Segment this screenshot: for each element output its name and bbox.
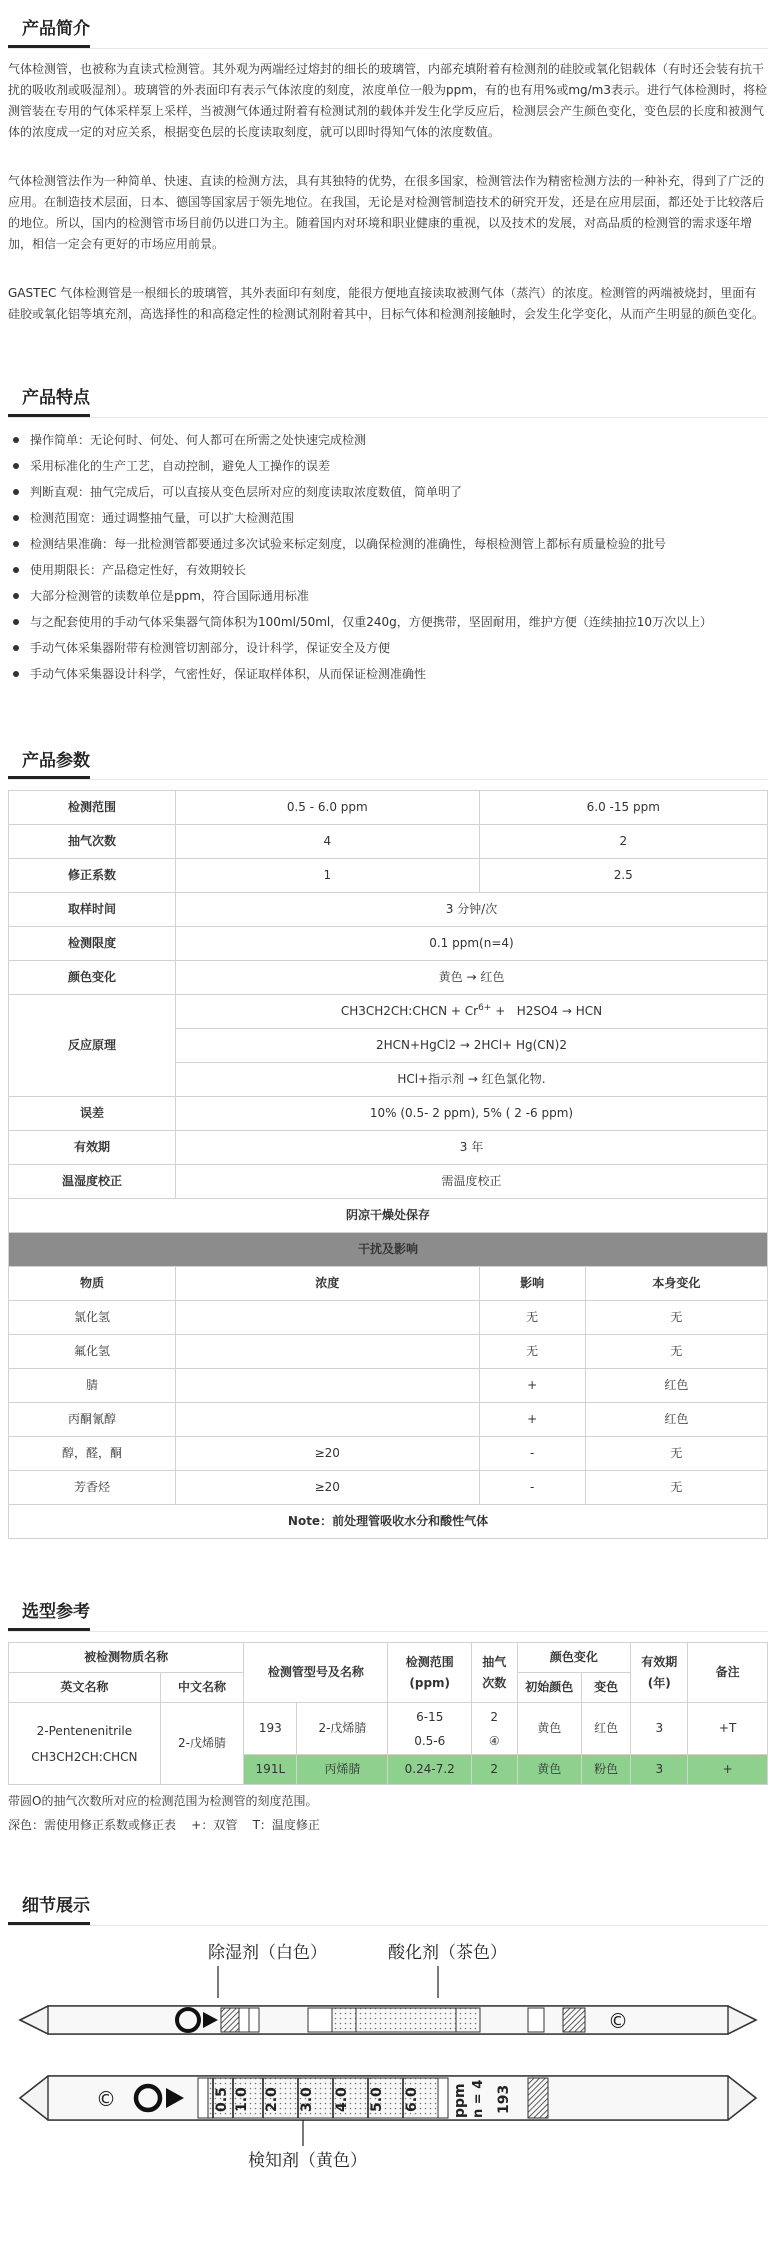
color-value: 黄色 → 红色 [175, 961, 767, 995]
temp-value: 需温度校正 [175, 1165, 767, 1199]
table-row [9, 1131, 768, 1165]
intro-title: 产品简介 [8, 18, 90, 48]
copyright-mark: © [96, 2086, 116, 2111]
range-cell: 0.24-7.2 [388, 1755, 471, 1785]
interference-cell: 无 [479, 1335, 585, 1369]
interference-cell: 醇，醛，酮 [9, 1437, 176, 1471]
gas-name-header: 被检测物质名称 [9, 1643, 244, 1673]
interference-cell: - [479, 1437, 585, 1471]
error-value: 10% (0.5- 2 ppm), 5% ( 2 -6 ppm) [175, 1097, 767, 1131]
interference-cell: 腈 [9, 1369, 176, 1403]
detector-label: 検知剤（黄色） [248, 2150, 367, 2171]
scale-label: 4.0 [334, 2087, 350, 2112]
color-header: 颜色变化 [517, 1643, 631, 1673]
interference-header: 影响 [479, 1267, 585, 1301]
interference-cell: - [479, 1471, 585, 1505]
strokes-value: 2 [479, 825, 767, 859]
en-name-cell: 2-Pentenenitrile CH3CH2CH:CHCN [9, 1703, 161, 1785]
params-title: 产品参数 [8, 750, 90, 780]
factor-label: 修正系数 [9, 859, 176, 893]
strokes-cell: 2 ④ [471, 1703, 517, 1755]
interference-cell [175, 1403, 479, 1437]
table-row [9, 995, 768, 1029]
interference-cell: 红色 [585, 1369, 767, 1403]
interference-cell: 氟化氢 [9, 1335, 176, 1369]
strokes-header: 抽气 次数 [471, 1643, 517, 1703]
interference-cell: + [479, 1403, 585, 1437]
table-row [9, 1335, 768, 1369]
interference-cell: 芳香烃 [9, 1471, 176, 1505]
table-row [9, 1267, 768, 1301]
feature-item: 手动气体采集器附带有检测管切割部分，设计科学，保证安全及方便 [8, 636, 768, 660]
unit-ppm-label: ppm [452, 2083, 468, 2118]
interference-cell: 无 [585, 1471, 767, 1505]
cn-name-cell: 2-戊烯腈 [160, 1703, 243, 1785]
interference-cell: 丙酮氰醇 [9, 1403, 176, 1437]
pretreatment-tube [20, 2006, 756, 2034]
table-row [9, 961, 768, 995]
selection-note: 深色：需使用修正系数或修正表 +：双管 T：温度修正 [8, 1818, 320, 1833]
selection-notes [8, 1789, 768, 1837]
table-row [9, 1301, 768, 1335]
limit-value: 0.1 ppm(n=4) [175, 927, 767, 961]
interference-header: 物质 [9, 1267, 176, 1301]
interference-cell: ≥20 [175, 1471, 479, 1505]
interference-cell: 无 [585, 1437, 767, 1471]
range-value: 0.5 - 6.0 ppm [175, 791, 479, 825]
error-label: 误差 [9, 1097, 176, 1131]
model-no-cell: 193 [244, 1703, 297, 1755]
copyright-mark: © [608, 2008, 628, 2033]
tube-diagram [8, 1936, 768, 2193]
selection-title: 选型参考 [8, 1601, 90, 1631]
interference-header: 本身变化 [585, 1267, 767, 1301]
color-label: 颜色变化 [9, 961, 176, 995]
interference-cell: 无 [585, 1301, 767, 1335]
feature-item: 使用期限长：产品稳定性好，有效期较长 [8, 558, 768, 582]
time-label: 取样时间 [9, 893, 176, 927]
tube-illustration [8, 1936, 768, 2186]
scale-label: 3.0 [299, 2087, 315, 2112]
range-label: 检测范围 [9, 791, 176, 825]
detector-tube [20, 2076, 756, 2120]
initial-color-header: 初始颜色 [517, 1673, 582, 1703]
range-cell: 6-15 0.5-6 [388, 1703, 471, 1755]
scale-label: 0.5 [214, 2087, 230, 2112]
remark-cell: +T [688, 1703, 768, 1755]
intro-text [8, 59, 768, 325]
factor-value: 2.5 [479, 859, 767, 893]
table-row [9, 1165, 768, 1199]
scale-label: 2.0 [264, 2087, 280, 2112]
model-no-cell: 191L [244, 1755, 297, 1785]
strokes-cell: 2 [471, 1755, 517, 1785]
reaction-line: 2HCN+HgCl2 → 2HCl+ Hg(CN)2 [175, 1029, 767, 1063]
detail-title: 细节展示 [8, 1895, 90, 1925]
tube-number: 193 [496, 2084, 512, 2114]
table-row [9, 1505, 768, 1539]
table-row [9, 1199, 768, 1233]
feature-item: 采用标准化的生产工艺，自动控制，避免人工操作的误差 [8, 454, 768, 478]
feature-item: 手动气体采集器设计科学，气密性好，保证取样体积，从而保证检测准确性 [8, 662, 768, 686]
scale-label: 5.0 [369, 2087, 385, 2112]
range-header: 检测范围 (ppm) [388, 1643, 471, 1703]
model-header: 检测管型号及名称 [244, 1643, 388, 1703]
table-row [9, 825, 768, 859]
shelf-cell: 3 [631, 1755, 688, 1785]
time-value: 3 分钟/次 [175, 893, 767, 927]
table-row [9, 1437, 768, 1471]
feature-item: 判断直观：抽气完成后，可以直接从变色层所对应的刻度读取浓度数值，简单明了 [8, 480, 768, 504]
unit-n-label: n = 4 [471, 2079, 486, 2118]
initial-color-cell: 黄色 [517, 1703, 582, 1755]
scale-label: 1.0 [234, 2087, 250, 2112]
features-list [8, 428, 768, 686]
feature-item: 操作简单：无论何时、何处、何人都可在所需之处快速完成检测 [8, 428, 768, 452]
dehumidifier-label: 除湿剂（白色） [208, 1942, 327, 1963]
feature-item: 与之配套使用的手动气体采集器气筒体积为100ml/50ml，仅重240g，方便携带，坚固耐用，维护方便（连续抽拉10万次以上） [8, 610, 768, 634]
params-table [8, 790, 768, 1539]
table-row [9, 927, 768, 961]
interference-cell: 氯化氢 [9, 1301, 176, 1335]
strokes-value: 4 [175, 825, 479, 859]
model-name-cell: 2-戊烯腈 [297, 1703, 388, 1755]
shelf-label: 有效期 [9, 1131, 176, 1165]
table-row [9, 791, 768, 825]
selection-note: 带圆O的抽气次数所对应的检测范围为检测管的刻度范围。 [8, 1794, 318, 1809]
remark-header: 备注 [688, 1643, 768, 1703]
initial-color-cell: 黄色 [517, 1755, 582, 1785]
intro-paragraph: GASTEC 气体检测管是一根细长的玻璃管，其外表面印有刻度，能很方便地直接读取被测气体（蒸汽）的浓度。检测管的两端被烧封，里面有硅胶或氧化铝等填充剂，高选择性的和高稳定性的检测试剂附着其中，目标气体和检测剂接触时，会发生化学变化，从而产生明显的颜色变化。 [8, 285, 765, 321]
interference-cell [175, 1369, 479, 1403]
en-name-header: 英文名称 [9, 1673, 161, 1703]
cn-name-header: 中文名称 [160, 1673, 243, 1703]
table-row [9, 1703, 768, 1755]
interference-cell: 无 [585, 1335, 767, 1369]
feature-item: 检测结果准确：每一批检测管都要通过多次试验来标定刻度，以确保检测的准确性，每根检测管上都标有质量检验的批号 [8, 532, 768, 556]
table-row [9, 1233, 768, 1267]
strokes-label: 抽气次数 [9, 825, 176, 859]
range-value: 6.0 -15 ppm [479, 791, 767, 825]
table-row [9, 859, 768, 893]
changed-color-header: 变色 [582, 1673, 631, 1703]
table-row [9, 1369, 768, 1403]
intro-paragraph: 气体检测管，也被称为直读式检测管。其外观为两端经过熔封的细长的玻璃管，内部充填附着有检测剂的硅胶或氧化铝载体（有时还会装有抗干扰的吸收剂或吸湿剂）。玻璃管的外表面印有表示气体浓度的刻度，浓度单位一般为ppm，有的也有用%或mg/m3表示。进行气体检测时，将检测管装在专用的气体采样泵上采样，当被测气体通过附着有检测试剂的载体并发生化学反应后，检测层会产生颜色变化，变色层的长度和被测气体的浓度成一定的对应关系，根据变色层的长度读取刻度，就可以即时得知气体的浓度数值。 [8, 61, 768, 139]
reaction-label: 反应原理 [9, 995, 176, 1097]
table-row [9, 1643, 768, 1673]
interference-cell: ≥20 [175, 1437, 479, 1471]
selection-table [8, 1642, 768, 1785]
shelf-cell: 3 [631, 1703, 688, 1755]
scale-label: 6.0 [404, 2087, 420, 2112]
interference-cell: 红色 [585, 1403, 767, 1437]
changed-color-cell: 红色 [582, 1703, 631, 1755]
remark-cell: + [688, 1755, 768, 1785]
features-title: 产品特点 [8, 387, 90, 417]
table-row [9, 1403, 768, 1437]
interference-cell [175, 1301, 479, 1335]
interference-note: Note：前处理管吸收水分和酸性气体 [9, 1505, 768, 1539]
feature-item: 大部分检测管的读数单位是ppm，符合国际通用标准 [8, 584, 768, 608]
shelf-header: 有效期 (年) [631, 1643, 688, 1703]
interference-cell: + [479, 1369, 585, 1403]
oxidizer-label: 酸化剂（茶色） [388, 1942, 507, 1963]
temp-label: 温湿度校正 [9, 1165, 176, 1199]
interference-title: 干扰及影响 [9, 1233, 768, 1267]
table-row [9, 1471, 768, 1505]
factor-value: 1 [175, 859, 479, 893]
limit-label: 检测限度 [9, 927, 176, 961]
interference-cell: 无 [479, 1301, 585, 1335]
shelf-value: 3 年 [175, 1131, 767, 1165]
storage-note: 阴凉干燥处保存 [9, 1199, 768, 1233]
reaction-line: CH3CH2CH:CHCN + $Cr^{6+} + H2SO4$ → HCN [175, 995, 767, 1029]
model-name-cell: 丙烯腈 [297, 1755, 388, 1785]
intro-paragraph: 气体检测管法作为一种简单、快速、直读的检测方法，具有其独特的优势，在很多国家，检测管法作为精密检测方法的一种补充，得到了广泛的应用。在制造技术层面，日本、德国等国家居于领先地位。在我国，无论是对检测管制造技术的研究开发，还是在应用层面，都还处于比较落后的地位。所以，国内的检测管市场目前仍以进口为主。随着国内对环境和职业健康的重视，以及技术的发展，对高品质的检测管的需求逐年增加，相信一定会有更好的市场应用前景。 [8, 173, 765, 251]
reaction-line: HCl+指示剂 → 红色氯化物. [175, 1063, 767, 1097]
interference-cell [175, 1335, 479, 1369]
feature-item: 检测范围宽：通过调整抽气量，可以扩大检测范围 [8, 506, 768, 530]
table-row [9, 1097, 768, 1131]
table-row [9, 893, 768, 927]
changed-color-cell: 粉色 [582, 1755, 631, 1785]
interference-header: 浓度 [175, 1267, 479, 1301]
